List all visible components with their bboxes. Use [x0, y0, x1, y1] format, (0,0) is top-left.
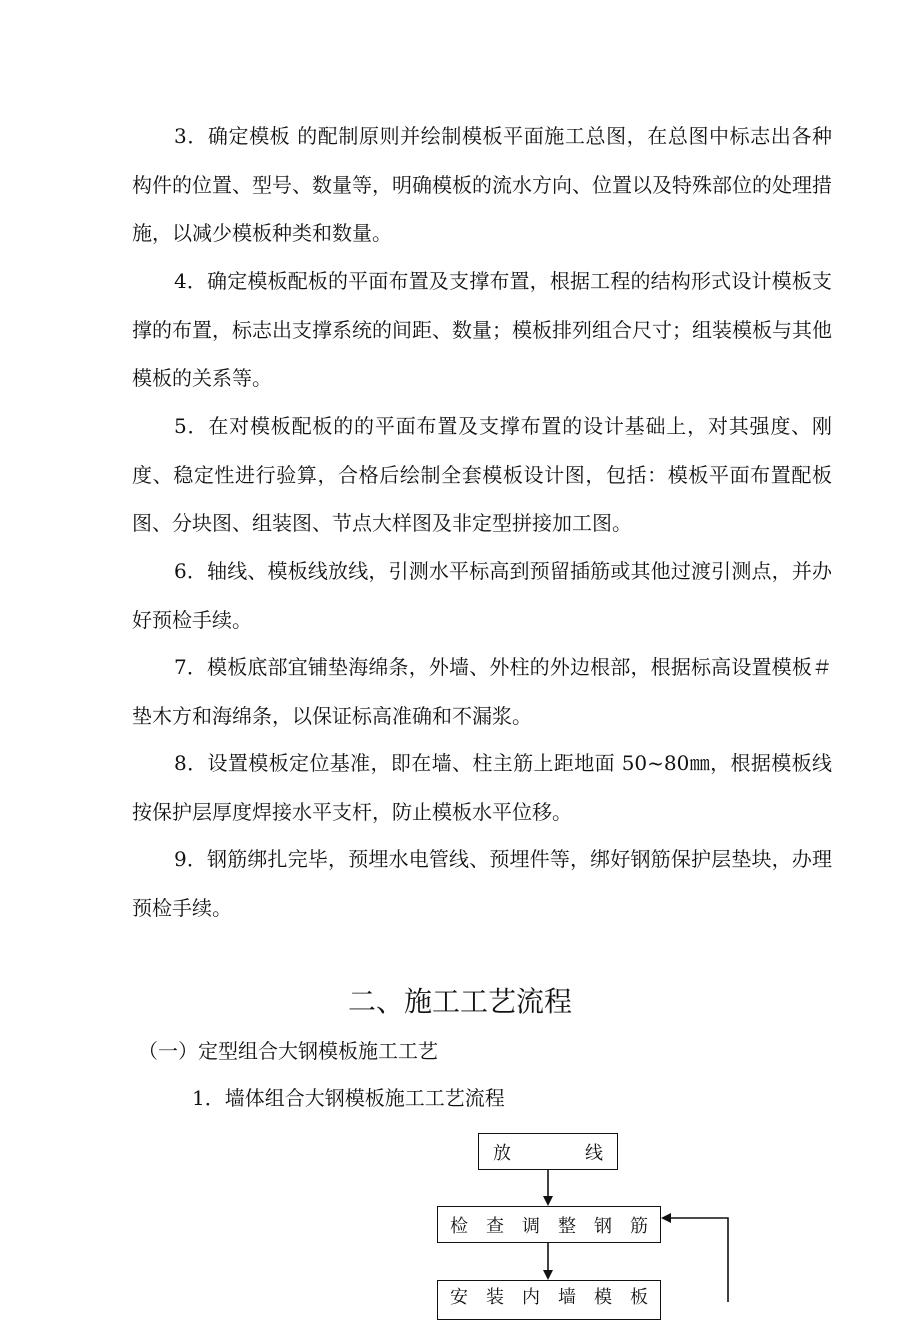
feedback-loop-arrow [663, 1218, 728, 1302]
paragraph-item-5: 5．在对模板配板的的平面布置及支撑布置的设计基础上，对其强度、刚度、稳定性进行验算，合格后绘制全套模板设计图，包括：模板平面布置配板图、分块图、组装图、节点大样图及非定型拼接加工图。 [132, 414, 832, 535]
section-heading: 二、施工工艺流程 [347, 985, 572, 1018]
paragraph-item-6: 6．轴线、模板线放线，引测水平标高到预留插筋或其他过渡引测点，并办好预检手续。 [132, 559, 832, 632]
flow-item-title: 1．墙体组合大钢模板施工工艺流程 [192, 1086, 505, 1110]
flow-step-3: 安 装 内 墙 模 板 [437, 1280, 661, 1320]
paragraph-item-4: 4．确定模板配板的平面布置及支撑布置，根据工程的结构形式设计模板支撑的布置，标志出支撑系统的间距、数量；模板排列组合尺寸；组装模板与其他模板的关系等。 [132, 269, 832, 390]
flow-step-2: 检 查 调 整 钢 筋 [437, 1206, 661, 1243]
subsection-heading: （一）定型组合大钢模板施工工艺 [138, 1039, 438, 1063]
paragraph-item-9: 9．钢筋绑扎完毕，预埋水电管线、预埋件等，绑好钢筋保护层垫块，办理预检手续。 [132, 847, 832, 920]
paragraph-item-7: 7．模板底部宜铺垫海绵条，外墙、外柱的外边根部，根据标高设置模板＃垫木方和海绵条，以保证标高准确和不漏浆。 [132, 655, 832, 728]
paragraph-item-3: 3．确定模板 的配制原则并绘制模板平面施工总图，在总图中标志出各种构件的位置、型号、数量等，明确模板的流水方向、位置以及特殊部位的处理措施，以减少模板种类和数量。 [132, 124, 832, 245]
paragraph-item-8: 8．设置模板定位基准，即在墙、柱主筋上距地面 50~80㎜，根据模板线按保护层厚度焊接水平支杆，防止模板水平位移。 [132, 751, 832, 824]
flow-step-1: 放 线 [478, 1133, 618, 1170]
